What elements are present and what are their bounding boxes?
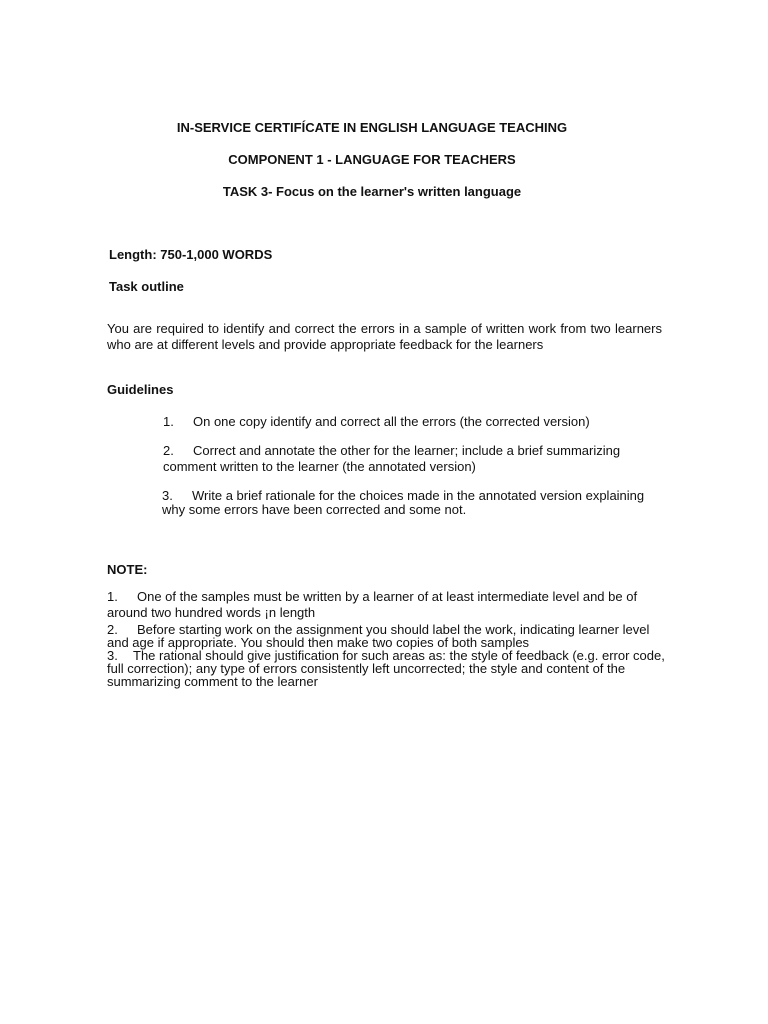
note-text: The rational should give justification for such areas as: the style of feedback (e.g. error code, full correction); any type of errors consistently left uncorrected; the style and content of the summarizing comment to the learner <box>107 648 665 689</box>
guideline-item <box>163 443 663 475</box>
certificate-title: IN-SERVICE CERTIFÍCATE IN ENGLISH LANGUAGE TEACHING <box>176 120 568 135</box>
length-requirement: Length: 750-1,000 WORDS <box>109 247 273 262</box>
task-title: TASK 3- Focus on the learner's written language <box>222 184 522 199</box>
note-heading: NOTE: <box>107 562 148 577</box>
note-item <box>107 589 667 621</box>
guideline-text: Correct and annotate the other for the learner; include a brief summarizing comment written to the learner (the annotated version) <box>163 443 621 474</box>
note-number: 3. <box>107 648 118 663</box>
note-number: 2. <box>107 622 118 637</box>
task-outline-heading: Task outline <box>109 279 184 294</box>
guideline-text: Write a brief rationale for the choices made in the annotated version explaining why some errors have been corrected and some not. <box>162 488 645 517</box>
guideline-item <box>162 489 662 517</box>
component-title: COMPONENT 1 - LANGUAGE FOR TEACHERS <box>228 152 516 167</box>
note-text: Before starting work on the assignment you should label the work, indicating learner level and age if appropriate. You should then make two copies of both samples <box>107 622 650 650</box>
note-text: One of the samples must be written by a learner of at least intermediate level and be of around two hundred words ¡n length <box>107 589 638 620</box>
guidelines-heading: Guidelines <box>107 382 174 397</box>
guideline-text: On one copy identify and correct all the errors (the corrected version) <box>193 414 590 429</box>
note-item <box>107 623 667 649</box>
guideline-number: 2. <box>163 443 174 458</box>
note-item <box>107 649 667 688</box>
note-list <box>107 589 667 688</box>
guideline-number: 3. <box>162 488 173 503</box>
guideline-item <box>163 414 663 430</box>
task-outline-text: You are required to identify and correct the errors in a sample of written work from two learners who are at different levels and provide appropriate feedback for the learners <box>107 321 662 352</box>
note-number: 1. <box>107 589 118 604</box>
guideline-number: 1. <box>163 414 174 429</box>
